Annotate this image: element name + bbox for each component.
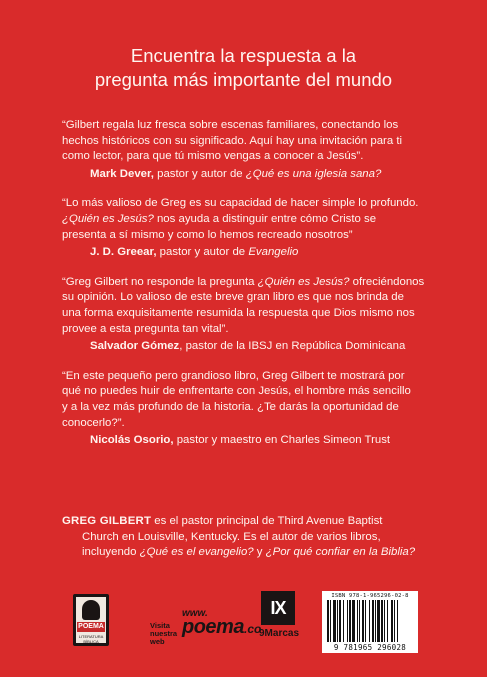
endorser-role: pastor y autor de: [156, 246, 249, 259]
visit-label: Visita nuestra web: [150, 621, 178, 646]
bio-text: es el pastor principal de Third Avenue Baptist: [151, 515, 383, 527]
endorser-work: ¿Qué es una iglesia sana?: [245, 167, 382, 180]
endorser-name: J. D. Greear,: [90, 246, 157, 259]
barcode-bars: [326, 600, 414, 642]
poema-logo-subtitle: LITERATURA BÍBLICA: [78, 634, 104, 644]
bio-line: Church en Louisville, Kentucky. Es el autor de varios libros,: [82, 530, 381, 543]
poema-logo: [73, 594, 109, 646]
bio-line: [62, 514, 442, 530]
endorser-role: pastor y autor de: [153, 167, 246, 180]
endorser-work: Evangelio: [248, 246, 299, 259]
headline-line-2: pregunta más importante del mundo: [94, 69, 393, 90]
quote-line: [62, 212, 437, 228]
publisher-logos: [0, 588, 487, 658]
site-name: poema: [182, 616, 244, 638]
author-bio: [62, 514, 442, 561]
endorsement-greear: [62, 196, 437, 260]
9marcas-logo: [259, 591, 300, 651]
quote-text: ofreciéndonos: [349, 275, 425, 288]
bio-line: [62, 545, 442, 561]
quote-text: “Greg Gilbert no responde la pregunta: [62, 275, 258, 288]
quote-line: y a la vez más profundo de la historia. ¿Te darás la oportunidad de: [62, 400, 399, 413]
book-title: ¿Qué es el evangelio?: [139, 546, 254, 559]
website-logo: [150, 602, 268, 646]
endorser-attribution: [62, 245, 437, 261]
isbn-barcode: [322, 591, 418, 653]
quote-line: qué no puedes huir de enfrentarte con Jesús, el hombre más sencillo: [62, 385, 411, 398]
endorsement-dever: [62, 118, 437, 182]
endorser-name: Salvador Gómez: [90, 340, 180, 353]
www-label: www.: [182, 608, 208, 619]
barcode-digits: 9 781965 296028: [333, 643, 407, 652]
site-tld: .co: [244, 622, 262, 636]
book-title: ¿Por qué confiar en la Biblia?: [265, 546, 416, 559]
endorser-name: Mark Dever,: [90, 167, 154, 180]
poema-logo-tag: POEMA: [78, 623, 104, 630]
bio-text: incluyendo: [82, 546, 140, 559]
quote-line: su opinión. Lo valioso de este breve gran libro es que nos brinda de: [62, 291, 404, 304]
quote-line: “En este pequeño pero grandioso libro, Greg Gilbert te mostrará por: [62, 369, 405, 382]
poema-figure-icon: [82, 600, 100, 620]
quote-line: presenta a sí mismo y como lo hemos recreado nosotros”: [62, 228, 353, 241]
endorser-role: , pastor de la IBSJ en República Dominicana: [179, 340, 406, 353]
quote-line: provee a esta pregunta tan vital”.: [62, 322, 229, 335]
9marcas-mark: IX: [261, 591, 295, 625]
quote-line: una forma exquisitamente resumida la respuesta que Dios mismo nos: [62, 306, 415, 319]
quote-line: “Lo más valioso de Greg es su capacidad de hacer simple lo profundo.: [62, 197, 419, 210]
9marcas-label: 9Marcas: [259, 628, 300, 639]
headline-line-1: Encuentra la respuesta a la: [130, 45, 357, 66]
quote-line: [62, 275, 437, 291]
isbn-text: ISBN 978-1-965296-02-8: [331, 593, 409, 599]
quote-line: “Gilbert regala luz fresca sobre escenas familiares, conectando los: [62, 119, 399, 131]
endorsements: [62, 118, 437, 463]
endorsement-osorio: [62, 369, 437, 449]
book-title: ¿Quién es Jesús?: [257, 275, 350, 288]
bio-text: y: [253, 546, 266, 559]
endorser-attribution: [62, 339, 437, 355]
quote-line: hechos históricos con su significado. Aquí hay una invitación para ti: [62, 134, 403, 147]
quote-line: conocerlo?”.: [62, 416, 125, 429]
endorser-attribution: [62, 433, 437, 449]
endorsement-gomez: [62, 275, 437, 355]
book-title: ¿Quién es Jesús?: [62, 212, 154, 225]
quote-text: nos ayuda a distinguir entre cómo Cristo se: [153, 212, 377, 225]
endorser-attribution: [62, 167, 437, 183]
endorser-role: pastor y maestro en Charles Simeon Trust: [173, 434, 391, 447]
quote-line: como lector, para que tú mismo vengas a conocer a Jesús”.: [62, 150, 364, 163]
endorser-name: Nicolás Osorio,: [90, 434, 174, 447]
headline: [0, 44, 487, 92]
author-name: GREG GILBERT: [62, 515, 152, 527]
